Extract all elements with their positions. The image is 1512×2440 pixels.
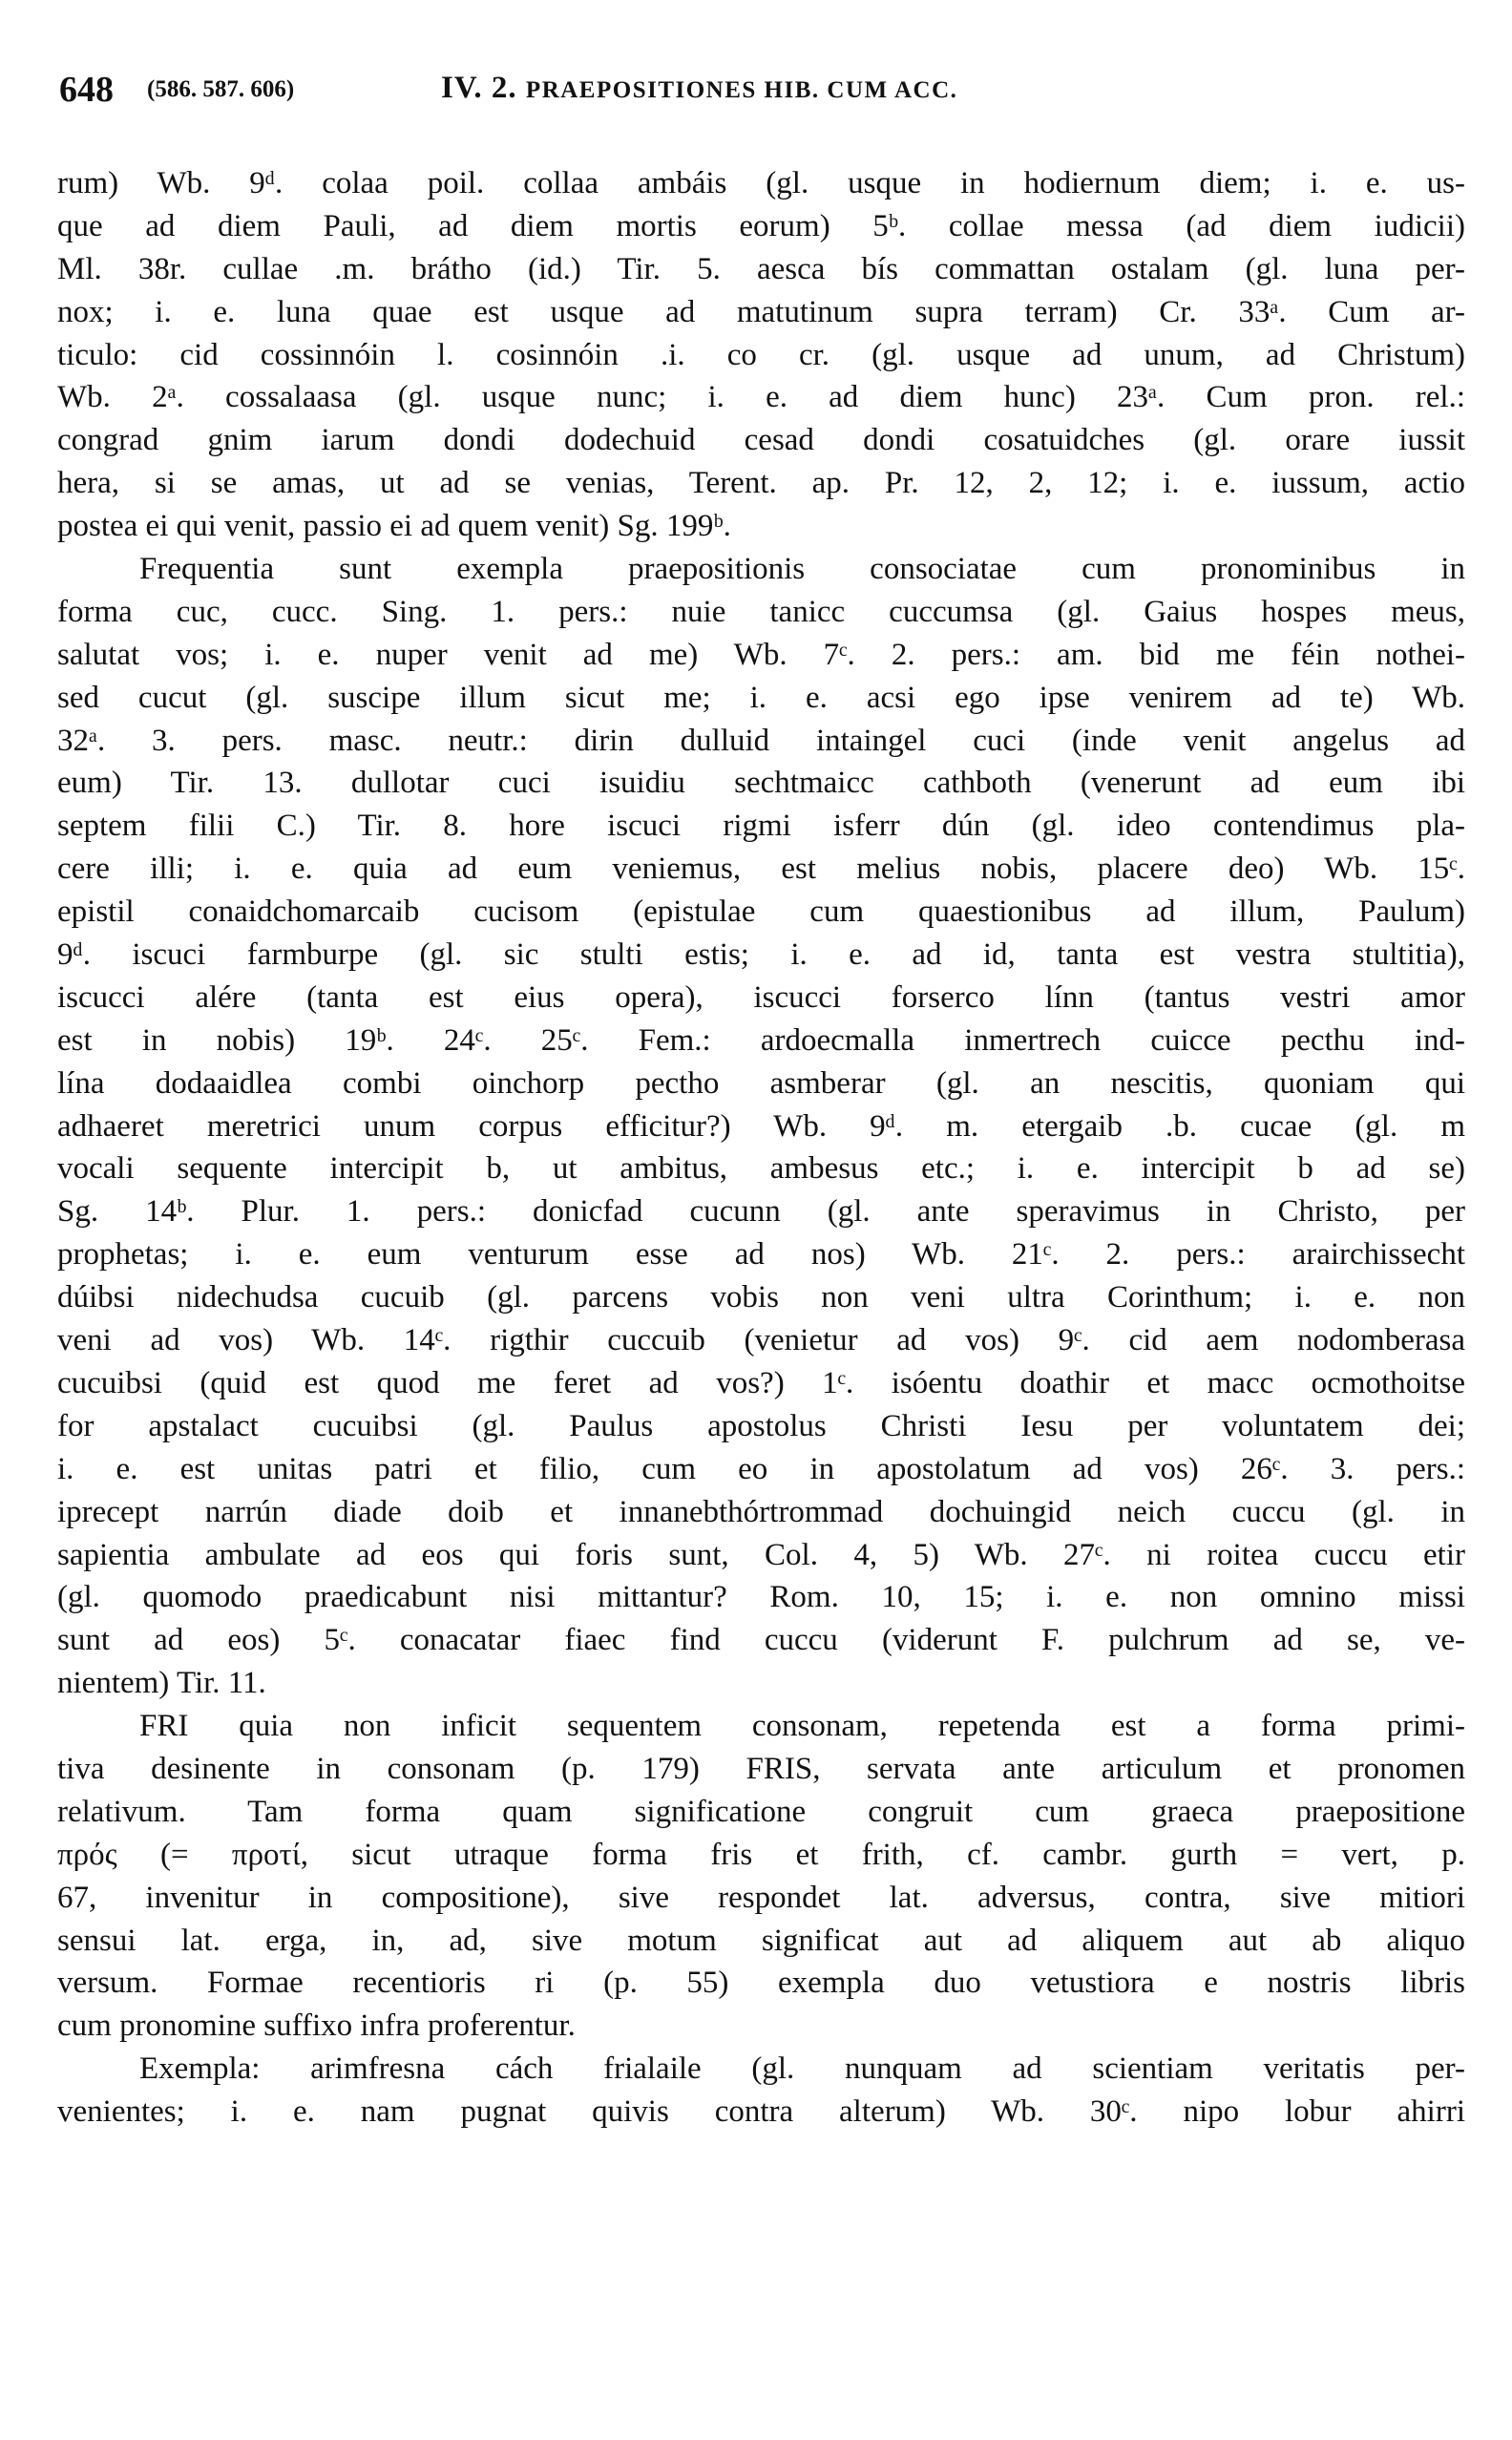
text-line: nientem) Tir. 11. [57, 1666, 266, 1701]
text-line: adhaeret meretrici unum corpus efficitur?) Wb. 9ᵈ. m. etergaib .b. cucae (gl. m [57, 1108, 1465, 1144]
text-line: eum) Tir. 13. dullotar cuci isuidiu sechtmaicc cathboth (venerunt ad eum ibi [57, 766, 1465, 801]
text-line: lína dodaaidlea combi oinchorp pectho asmberar (gl. an nescitis, quoniam qui [57, 1065, 1465, 1101]
text-line: que ad diem Pauli, ad diem mortis eorum) 5ᵇ. collae messa (ad diem iudicii) [57, 208, 1465, 243]
section-references: (586. 587. 606) [147, 76, 295, 102]
text-line: for apstalact cucuibsi (gl. Paulus apostolus Christi Iesu per voluntatem dei; [57, 1408, 1465, 1443]
text-line: epistil conaidchomarcaib cucisom (epistulae cum quaestionibus ad illum, Paulum) [57, 894, 1465, 930]
running-head-numeral: IV. 2. [441, 71, 517, 105]
text-line: hera, si se amas, ut ad se venias, Terent. ap. Pr. 12, 2, 12; i. e. iussum, actio [57, 466, 1465, 501]
text-line: ticulo: cid cossinnóin l. cosinnóin .i. co cr. (gl. usque ad unum, ad Christum) [57, 337, 1465, 372]
text-line: Wb. 2ᵃ. cossalaasa (gl. usque nunc; i. e. ad diem hunc) 23ᵃ. Cum pron. rel.: [57, 380, 1465, 415]
text-line: 32ᵃ. 3. pers. masc. neutr.: dirin dulluid intaingel cuci (inde venit angelus ad [57, 723, 1465, 758]
text-line: FRI quia non inficit sequentem consonam, repetenda est a forma primi- [139, 1709, 1465, 1744]
text-line: cum pronomine suffixo infra proferentur. [57, 2009, 576, 2044]
text-line: Frequentia sunt exempla praepositionis consociatae cum pronominibus in [139, 552, 1465, 587]
text-line: nox; i. e. luna quae est usque ad matutinum supra terram) Cr. 33ᵃ. Cum ar- [57, 294, 1465, 329]
text-line: septem filii C.) Tir. 8. hore iscuci rigmi isferr dún (gl. ideo contendimus pla- [57, 809, 1465, 844]
text-line: est in nobis) 19ᵇ. 24ᶜ. 25ᶜ. Fem.: ardoecmalla inmertrech cuicce pecthu ind- [57, 1022, 1465, 1058]
text-line: cere illi; i. e. quia ad eum veniemus, est melius nobis, placere deo) Wb. 15ᶜ. [57, 852, 1465, 887]
running-head-title: PRAEPOSITIONES HIB. CUM ACC. [525, 77, 958, 103]
text-line: sunt ad eos) 5ᶜ. conacatar fiaec find cuccu (viderunt F. pulchrum ad se, ve- [57, 1623, 1465, 1658]
text-line: sed cucut (gl. suscipe illum sicut me; i. e. acsi ego ipse venirem ad te) Wb. [57, 680, 1465, 715]
text-line: tiva desinente in consonam (p. 179) FRIS, servata ante articulum et pronomen [57, 1751, 1465, 1786]
text-line: venientes; i. e. nam pugnat quivis contra alterum) Wb. 30ᶜ. nipo lobur ahirri [57, 2094, 1465, 2130]
text-line: veni ad vos) Wb. 14ᶜ. rigthir cuccuib (venietur ad vos) 9ᶜ. cid aem nodomberasa [57, 1323, 1465, 1358]
text-line: 67, invenitur in compositione), sive respondet lat. adversus, contra, sive mitiori [57, 1880, 1465, 1915]
text-line: vocali sequente intercipit b, ut ambitus, ambesus etc.; i. e. intercipit b ad se) [57, 1151, 1465, 1187]
text-line: πρός (= προτί, sicut utraque forma fris et frith, cf. cambr. gurth = vert, p. [57, 1837, 1465, 1872]
text-line: prophetas; i. e. eum venturum esse ad nos) Wb. 21ᶜ. 2. pers.: arairchissecht [57, 1237, 1465, 1273]
text-line: forma cuc, cucc. Sing. 1. pers.: nuie tanicc cuccumsa (gl. Gaius hospes meus, [57, 594, 1465, 629]
body-text [57, 162, 1465, 2134]
text-line: 9ᵈ. iscuci farmburpe (gl. sic stulti estis; i. e. ad id, tanta est vestra stultitia), [57, 937, 1465, 973]
text-line: sensui lat. erga, in, ad, sive motum significat aut ad aliquem aut ab aliquo [57, 1923, 1465, 1958]
text-line: rum) Wb. 9ᵈ. colaa poil. collaa ambáis (gl. usque in hodiernum diem; i. e. us- [57, 166, 1465, 200]
text-line: salutat vos; i. e. nuper venit ad me) Wb. 7ᶜ. 2. pers.: am. bid me féin nothei- [57, 637, 1465, 672]
text-line: dúibsi nidechudsa cucuib (gl. parcens vobis non veni ultra Corinthum; i. e. non [57, 1280, 1465, 1315]
running-head [441, 71, 957, 106]
text-line: (gl. quomodo praedicabunt nisi mittantur? Rom. 10, 15; i. e. non omnino missi [57, 1580, 1465, 1615]
text-line: Ml. 38r. cullae .m. brátho (id.) Tir. 5. aesca bís commattan ostalam (gl. luna per- [57, 251, 1465, 286]
text-line: iscucci alére (tanta est eius opera), iscucci forserco línn (tantus vestri amor [57, 979, 1465, 1015]
page-header [59, 69, 1453, 126]
text-line: congrad gnim iarum dondi dodechuid cesad dondi cosatuidches (gl. orare iussit [57, 423, 1465, 458]
text-line: iprecept narrún diade doib et innanebthórtrommad dochuingid neich cuccu (gl. in [57, 1494, 1465, 1529]
text-line: postea ei qui venit, passio ei ad quem venit) Sg. 199ᵇ. [57, 509, 731, 544]
text-line: Exempla: arimfresna cách frialaile (gl. nunquam ad scientiam veritatis per- [139, 2051, 1465, 2087]
text-line: relativum. Tam forma quam significatione congruit cum graeca praepositione [57, 1794, 1465, 1829]
text-line: versum. Formae recentioris ri (p. 55) exempla duo vetustiora e nostris libris [57, 1966, 1465, 2001]
text-line: cucuibsi (quid est quod me feret ad vos?) 1ᶜ. isóentu doathir et macc ocmothoitse [57, 1365, 1465, 1400]
page-number: 648 [59, 70, 114, 110]
text-line: i. e. est unitas patri et filio, cum eo in apostolatum ad vos) 26ᶜ. 3. pers.: [57, 1451, 1465, 1486]
text-line: Sg. 14ᵇ. Plur. 1. pers.: donicfad cucunn (gl. ante speravimus in Christo, per [57, 1194, 1465, 1230]
text-line: sapientia ambulate ad eos qui foris sunt, Col. 4, 5) Wb. 27ᶜ. ni roitea cuccu etir [57, 1537, 1465, 1572]
